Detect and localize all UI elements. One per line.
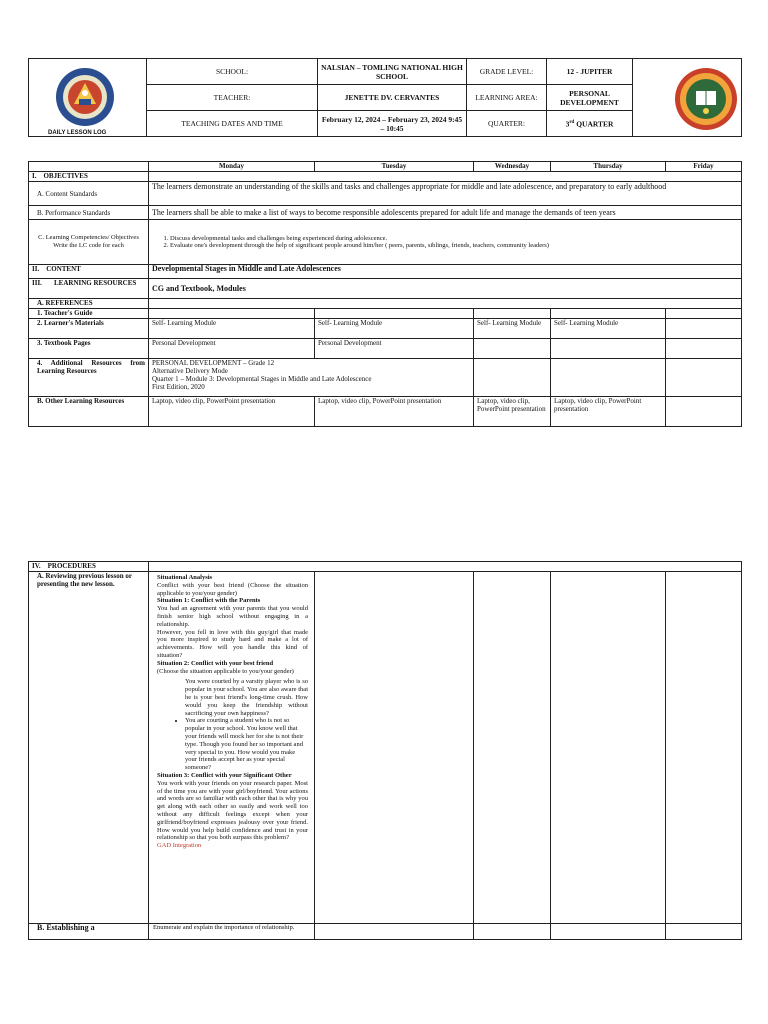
lm-tuesday: Self- Learning Module xyxy=(315,319,474,339)
learners-materials-label: 2. Learner's Materials xyxy=(29,319,149,339)
lesson-table xyxy=(28,161,742,427)
competency-item: 2. Evaluate one's development through the help of significant people around him/her ( peers, parents, siblings, friends, teachers, community leaders) xyxy=(170,242,738,250)
situational-analysis: Situational Analysis Conflict with your best friend (Choose the situation applicable to you/your gender) Situation 1: Conflict with the Parents You had an agreement with your parents that you would finish senior high school without engaging in a relationship. However, you fell in love with this guy/girl that made you more inspired to study hard and make a lot of achievements. How will you handle this kind of situation? Situation 2: Conflict with your best friend (Choose the situation applicable to you/your gender) You were courted by a varsity player who is so popular in your school. You are also aware that he is your best friend's long-time crush. How would you keep the friendship without sacrificing your own happiness? • You are courting a student who is not so popular in your school. You know well that your friends will mock her for she is not their type. Though you found her so important and very special to you. How would you make your friends accept her as your special someone? Situation 3: Conflict with your Significant Other You work with your friends on your research paper. Most of the time you are with your girl/boyfriend. Your actions and words are so familiar with each other that is why you get along with each other so easily and work well too without any difficult feelings except when your girlfriend/boyfriend expresses jealousy over your friend. How would you help build confidence and trust in your relationship so that you both surpass this problem? GAD Integration xyxy=(149,572,315,924)
reviewing-lesson-label: A. Reviewing previous lesson or presenting the new lesson. xyxy=(29,572,149,924)
lm-wednesday: Self- Learning Module xyxy=(474,319,551,339)
grade-label: GRADE LEVEL: xyxy=(467,59,547,85)
textbook-pages-label: 3. Textbook Pages xyxy=(29,339,149,359)
teacher-value: JENETTE DV. CERVANTES xyxy=(318,85,467,111)
day-monday: Monday xyxy=(149,162,315,172)
learning-competencies-label: C. Learning Competencies/ Objectives Write the LC code for each xyxy=(29,220,149,265)
lm-thursday: Self- Learning Module xyxy=(551,319,666,339)
other-wednesday: Laptop, video clip, PowerPoint presentation xyxy=(474,397,551,427)
doc-label: DAILY LESSON LOG xyxy=(48,130,107,136)
teacher-label: TEACHER: xyxy=(147,85,318,111)
area-label: LEARNING AREA: xyxy=(467,85,547,111)
establishing-purpose-label: B. Establishing a xyxy=(29,924,149,940)
procedures-table xyxy=(28,561,742,940)
other-monday: Laptop, video clip, PowerPoint presentation xyxy=(149,397,315,427)
teachers-guide-label: 1. Teacher's Guide xyxy=(29,309,149,319)
area-value: PERSONAL DEVELOPMENT xyxy=(547,85,633,111)
tb-tuesday: Personal Development xyxy=(315,339,474,359)
procedures-heading: IV. PROCEDURES xyxy=(29,562,149,572)
content-standards-label: A. Content Standards xyxy=(29,182,149,206)
learning-resources-heading: III. LEARNING RESOURCES xyxy=(29,279,149,299)
tb-monday: Personal Development xyxy=(149,339,315,359)
dates-label: TEACHING DATES AND TIME xyxy=(147,111,318,137)
school-value: NALSIAN – TOMLING NATIONAL HIGH SCHOOL xyxy=(318,59,467,85)
performance-standards-text: The learners shall be able to make a list of ways to become responsible adolescents prepared for adult life and manage the demands of teen years xyxy=(149,206,742,220)
establishing-purpose-text: Enumerate and explain the importance of relationship. xyxy=(149,924,315,940)
day-tuesday: Tuesday xyxy=(315,162,474,172)
content-heading: II. CONTENT xyxy=(29,265,149,279)
objectives-heading: I. OBJECTIVES xyxy=(29,172,149,182)
learning-resources-value: CG and Textbook, Modules xyxy=(149,279,742,299)
additional-resources-text: PERSONAL DEVELOPMENT – Grade 12 Alternative Delivery Mode Quarter 1 – Module 3: Developmental Stages in Middle and Late Adolescence First Edition, 2020 xyxy=(149,359,474,397)
day-thursday: Thursday xyxy=(551,162,666,172)
quarter-label: QUARTER: xyxy=(467,111,547,137)
learning-competencies-list xyxy=(149,220,742,265)
competency-item: 1. Discuss developmental tasks and challenges being experienced during adolescence. xyxy=(170,235,738,243)
content-value: Developmental Stages in Middle and Late Adolescences xyxy=(149,265,742,279)
gad-integration-label: GAD Integration xyxy=(157,842,202,850)
other-tuesday: Laptop, video clip, PowerPoint presentation xyxy=(315,397,474,427)
day-wednesday: Wednesday xyxy=(474,162,551,172)
other-thursday: Laptop, video clip, PowerPoint presentation xyxy=(551,397,666,427)
dates-value: February 12, 2024 – February 23, 2024 9:45 – 10:45 xyxy=(318,111,467,137)
day-friday: Friday xyxy=(666,162,742,172)
grade-value: 12 - JUPITER xyxy=(547,59,633,85)
references-heading: A. REFERENCES xyxy=(29,299,149,309)
lm-monday: Self- Learning Module xyxy=(149,319,315,339)
school-label: SCHOOL: xyxy=(147,59,318,85)
content-standards-text: The learners demonstrate an understanding of the skills and tasks and challenges appropriate for middle and late adolescence, and preparatory to early adulthood xyxy=(149,182,742,206)
additional-resources-label: 4. Additional Resources from Learning Resources xyxy=(29,359,149,397)
performance-standards-label: B. Performance Standards xyxy=(29,206,149,220)
quarter-value: 3rd QUARTER xyxy=(547,111,633,137)
header-table xyxy=(28,58,742,137)
other-resources-label: B. Other Learning Resources xyxy=(29,397,149,427)
